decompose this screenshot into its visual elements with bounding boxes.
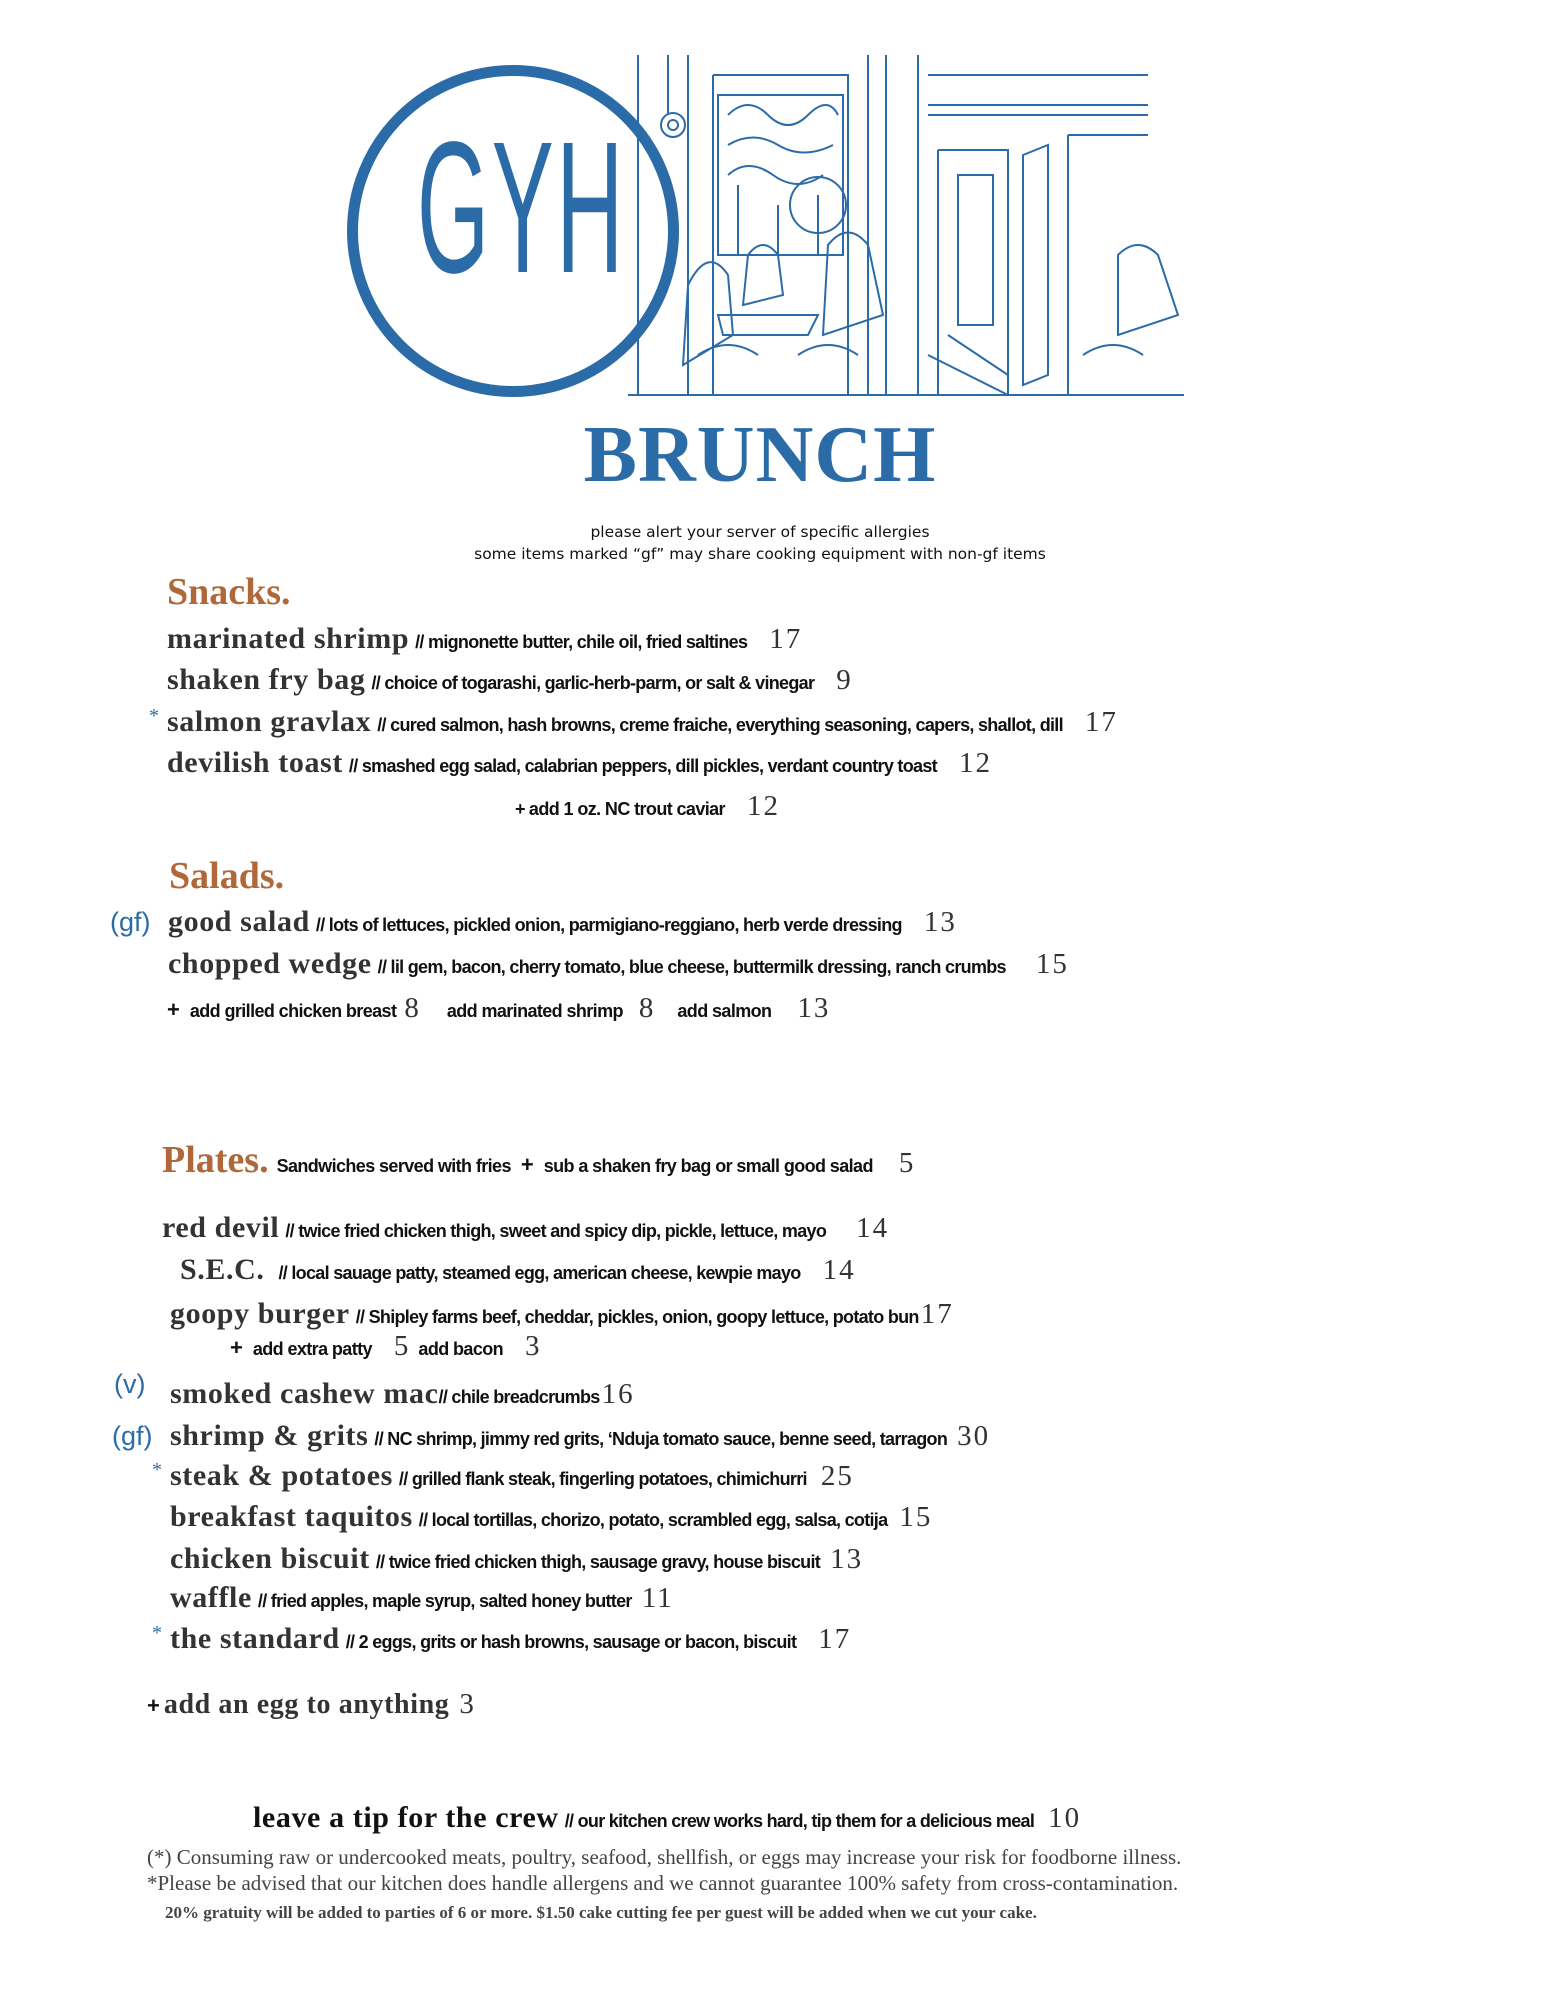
menu-item	[167, 663, 853, 697]
plus-icon: +	[520, 1152, 534, 1177]
addon-price: 3	[525, 1330, 542, 1362]
item-name: chopped wedge	[168, 947, 372, 980]
item-price: 10	[1048, 1802, 1082, 1834]
item-desc: // grilled flank steak, fingerling potatoes, chimichurri	[398, 1469, 807, 1489]
item-desc: // local tortillas, chorizo, potato, scrambled egg, salsa, cotija	[418, 1510, 888, 1530]
item-price: 13	[923, 906, 957, 938]
item-name: chicken biscuit	[170, 1542, 370, 1575]
item-desc: // lots of lettuces, pickled onion, parmigiano-reggiano, herb verde dressing	[315, 915, 902, 935]
addon-label: add extra patty	[252, 1339, 372, 1359]
addon-price: 12	[746, 790, 780, 822]
item-desc: // NC shrimp, jimmy red grits, ‘Nduja tomato sauce, benne seed, tarragon	[374, 1429, 948, 1449]
item-name: shaken fry bag	[167, 663, 366, 696]
item-desc: // local sauage patty, steamed egg, american cheese, kewpie mayo	[278, 1263, 801, 1283]
salad-addons	[167, 992, 830, 1025]
addon-price: 3	[459, 1688, 476, 1720]
burger-addons	[230, 1330, 542, 1363]
item-price: 15	[899, 1501, 933, 1533]
item-price: 17	[818, 1623, 852, 1655]
item-price: 17	[769, 623, 803, 655]
raw-asterisk-marker: *	[149, 705, 159, 727]
menu-item	[170, 1542, 863, 1576]
item-price: 30	[957, 1420, 991, 1452]
item-desc: // 2 eggs, grits or hash browns, sausage or bacon, biscuit	[345, 1632, 797, 1652]
vegetarian-marker: (v)	[114, 1369, 146, 1399]
plates-sub-price: 5	[898, 1147, 916, 1179]
menu-item	[170, 1581, 674, 1615]
item-price: 17	[920, 1298, 954, 1330]
item-name: devilish toast	[167, 746, 343, 779]
item-price: 13	[830, 1543, 864, 1575]
item-price: 9	[836, 664, 853, 696]
plates-sub-option: sub a shaken fry bag or small good salad	[543, 1156, 873, 1176]
page-title: BRUNCH	[583, 411, 937, 499]
menu-item	[167, 622, 802, 656]
menu-item	[162, 1211, 889, 1245]
item-name: leave a tip for the crew	[253, 1801, 559, 1834]
item-price: 25	[820, 1460, 854, 1492]
menu-item	[114, 1369, 635, 1411]
addon-label: add grilled chicken breast	[189, 1001, 397, 1021]
item-name: waffle	[170, 1581, 252, 1614]
gratuity-note: 20% gratuity will be added to parties of 6 or more. $1.50 cake cutting fee per guest will be added when we cut your cake.	[165, 1903, 1037, 1922]
item-price: 15	[1035, 948, 1069, 980]
item-name: good salad	[168, 905, 310, 938]
item-price: 16	[601, 1378, 635, 1410]
item-desc: // twice fried chicken thigh, sweet and spicy dip, pickle, lettuce, mayo	[285, 1221, 827, 1241]
addon-label: add marinated shrimp	[446, 1001, 623, 1021]
item-name: salmon gravlax	[167, 705, 372, 738]
snacks-heading: Snacks.	[167, 571, 291, 613]
gluten-free-marker: (gf)	[110, 907, 151, 937]
menu-item	[170, 1500, 932, 1534]
menu-item	[152, 1459, 854, 1493]
item-price: 17	[1084, 706, 1118, 738]
raw-asterisk-marker: *	[152, 1459, 162, 1481]
egg-addon	[147, 1688, 476, 1721]
menu-item	[152, 1622, 852, 1656]
restaurant-illustration	[628, 55, 1184, 397]
tip-item	[253, 1801, 1081, 1835]
item-name: steak & potatoes	[170, 1459, 393, 1492]
menu-item	[112, 1419, 991, 1453]
item-name: the standard	[170, 1622, 340, 1655]
item-name: S.E.C.	[180, 1253, 265, 1286]
menu-item	[110, 905, 957, 939]
logo-text: GYH	[416, 102, 626, 312]
item-name: breakfast taquitos	[170, 1500, 413, 1533]
caviar-addon	[515, 790, 780, 823]
addon-label: add 1 oz. NC trout caviar	[528, 799, 725, 819]
salads-heading: Salads.	[169, 855, 285, 897]
gf-note: some items marked “gf” may share cooking equipment with non-gf items	[474, 545, 1046, 563]
raw-food-disclaimer: (*) Consuming raw or undercooked meats, poultry, seafood, shellfish, or eggs may increase your risk for foodborne illness.	[147, 1845, 1182, 1869]
allergy-note: please alert your server of specific allergies	[590, 523, 930, 541]
plates-heading: Plates.	[162, 1139, 269, 1181]
item-desc: // chile breadcrumbs	[438, 1387, 600, 1407]
plus-icon: +	[515, 799, 525, 819]
item-desc: // Shipley farms beef, cheddar, pickles, onion, goopy lettuce, potato bun	[355, 1307, 919, 1327]
addon-price: 8	[638, 992, 656, 1024]
allergen-disclaimer: *Please be advised that our kitchen does handle allergens and we cannot guarantee 100% safety from cross-contamination.	[147, 1871, 1179, 1895]
addon-label: add an egg to anything	[163, 1689, 450, 1720]
item-desc: // fried apples, maple syrup, salted honey butter	[257, 1591, 632, 1611]
item-name: goopy burger	[170, 1297, 350, 1330]
plates-subnote: Sandwiches served with fries	[276, 1156, 511, 1176]
plus-icon: +	[230, 1335, 243, 1360]
addon-label: add salmon	[677, 1001, 772, 1021]
item-desc: // lil gem, bacon, cherry tomato, blue cheese, buttermilk dressing, ranch crumbs	[377, 957, 1006, 977]
plus-icon: +	[167, 997, 180, 1022]
raw-asterisk-marker: *	[152, 1622, 162, 1644]
item-desc: // twice fried chicken thigh, sausage gravy, house biscuit	[375, 1552, 821, 1572]
menu-item	[170, 1297, 954, 1331]
addon-price: 13	[797, 992, 831, 1024]
menu-item	[149, 705, 1118, 739]
plus-icon: +	[147, 1693, 160, 1718]
addon-label: add bacon	[418, 1339, 504, 1359]
item-name: red devil	[162, 1211, 280, 1244]
menu-item	[168, 947, 1069, 981]
item-desc: // choice of togarashi, garlic-herb-parm, or salt & vinegar	[371, 673, 815, 693]
plates-header	[162, 1138, 915, 1182]
addon-price: 8	[404, 992, 421, 1024]
menu-item	[167, 746, 992, 780]
item-desc: // mignonette butter, chile oil, fried saltines	[415, 632, 748, 652]
addon-price: 5	[393, 1330, 411, 1362]
item-desc: // cured salmon, hash browns, creme fraiche, everything seasoning, capers, shallot, dill	[377, 715, 1063, 735]
item-price: 12	[958, 747, 992, 779]
item-price: 14	[856, 1212, 890, 1244]
item-price: 11	[641, 1582, 674, 1614]
item-price: 14	[822, 1254, 856, 1286]
gluten-free-marker: (gf)	[112, 1421, 153, 1451]
item-name: marinated shrimp	[167, 622, 410, 655]
item-name: smoked cashew mac	[170, 1377, 439, 1410]
item-desc: // smashed egg salad, calabrian peppers, dill pickles, verdant country toast	[348, 756, 937, 776]
item-desc: // our kitchen crew works hard, tip them for a delicious meal	[564, 1811, 1035, 1831]
menu-item	[180, 1253, 856, 1287]
item-name: shrimp & grits	[170, 1419, 369, 1452]
